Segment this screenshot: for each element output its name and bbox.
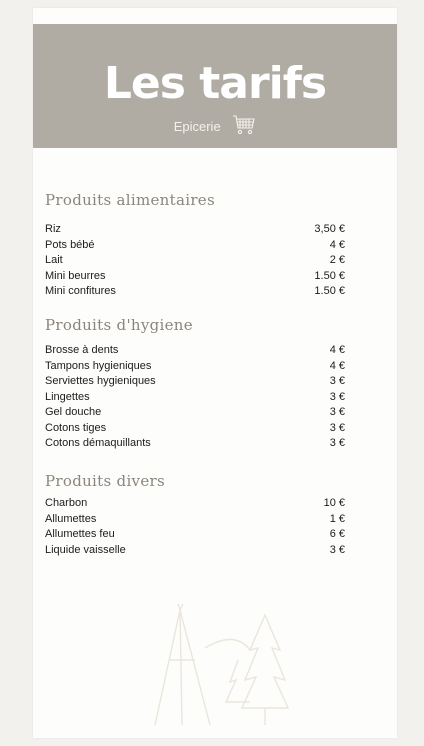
item-price: 4 €	[329, 359, 345, 372]
list-item	[45, 253, 345, 269]
item-price: 3 €	[329, 406, 345, 418]
list-item	[45, 359, 345, 375]
section-title-hygiene: Produits d'hygiene	[45, 316, 193, 334]
list-item	[45, 496, 345, 512]
item-name: Pots bébé	[45, 238, 95, 251]
list-item	[45, 269, 345, 285]
item-name: Cotons démaquillants	[45, 437, 151, 449]
item-price: 3 €	[329, 437, 345, 449]
tent-and-trees-watermark	[150, 600, 300, 735]
item-price: 4 €	[329, 238, 345, 251]
item-name: Mini beurres	[45, 269, 106, 282]
item-name: Brosse à dents	[45, 344, 119, 356]
item-name: Mini confitures	[45, 285, 116, 297]
item-price: 3 €	[329, 375, 345, 387]
list-alimentaires	[45, 222, 345, 300]
item-price: 3,50 €	[314, 223, 345, 235]
list-item	[45, 512, 345, 528]
item-name: Tampons hygieniques	[45, 359, 152, 372]
item-price: 4 €	[329, 344, 345, 356]
item-price: 1.50 €	[314, 269, 345, 282]
item-name: Liquide vaisselle	[45, 543, 126, 556]
item-price: 1 €	[329, 512, 345, 525]
list-item	[45, 284, 345, 300]
list-item	[45, 436, 345, 452]
item-price: 2 €	[329, 254, 345, 266]
subtitle: Epicerie	[173, 119, 221, 134]
item-name: Charbon	[45, 497, 88, 509]
list-item	[45, 527, 345, 543]
list-item	[45, 421, 345, 437]
header-banner	[33, 24, 397, 148]
item-price: 10 €	[323, 497, 345, 509]
list-item	[45, 222, 345, 238]
list-hygiene	[45, 343, 345, 452]
item-name: Riz	[45, 223, 61, 235]
list-divers	[45, 496, 345, 558]
subtitle-row	[33, 114, 397, 139]
item-price: 1.50 €	[314, 285, 345, 297]
item-name: Cotons tiges	[45, 421, 107, 434]
item-name: Allumettes	[45, 512, 97, 525]
page-title: Les tarifs	[103, 58, 327, 109]
list-item	[45, 238, 345, 254]
item-name: Lait	[45, 254, 63, 266]
item-price: 6 €	[329, 528, 345, 540]
list-item	[45, 543, 345, 559]
item-price: 3 €	[329, 543, 345, 556]
list-item	[45, 405, 345, 421]
shopping-cart-icon	[232, 114, 256, 139]
item-name: Lingettes	[45, 390, 90, 403]
item-name: Allumettes feu	[45, 528, 115, 540]
item-name: Serviettes hygieniques	[45, 375, 156, 387]
item-name: Gel douche	[45, 406, 102, 418]
list-item	[45, 343, 345, 359]
item-price: 3 €	[329, 421, 345, 434]
section-title-divers: Produits divers	[45, 472, 165, 490]
item-price: 3 €	[329, 390, 345, 403]
section-title-alimentaires: Produits alimentaires	[45, 191, 215, 209]
list-item	[45, 374, 345, 390]
list-item	[45, 390, 345, 406]
